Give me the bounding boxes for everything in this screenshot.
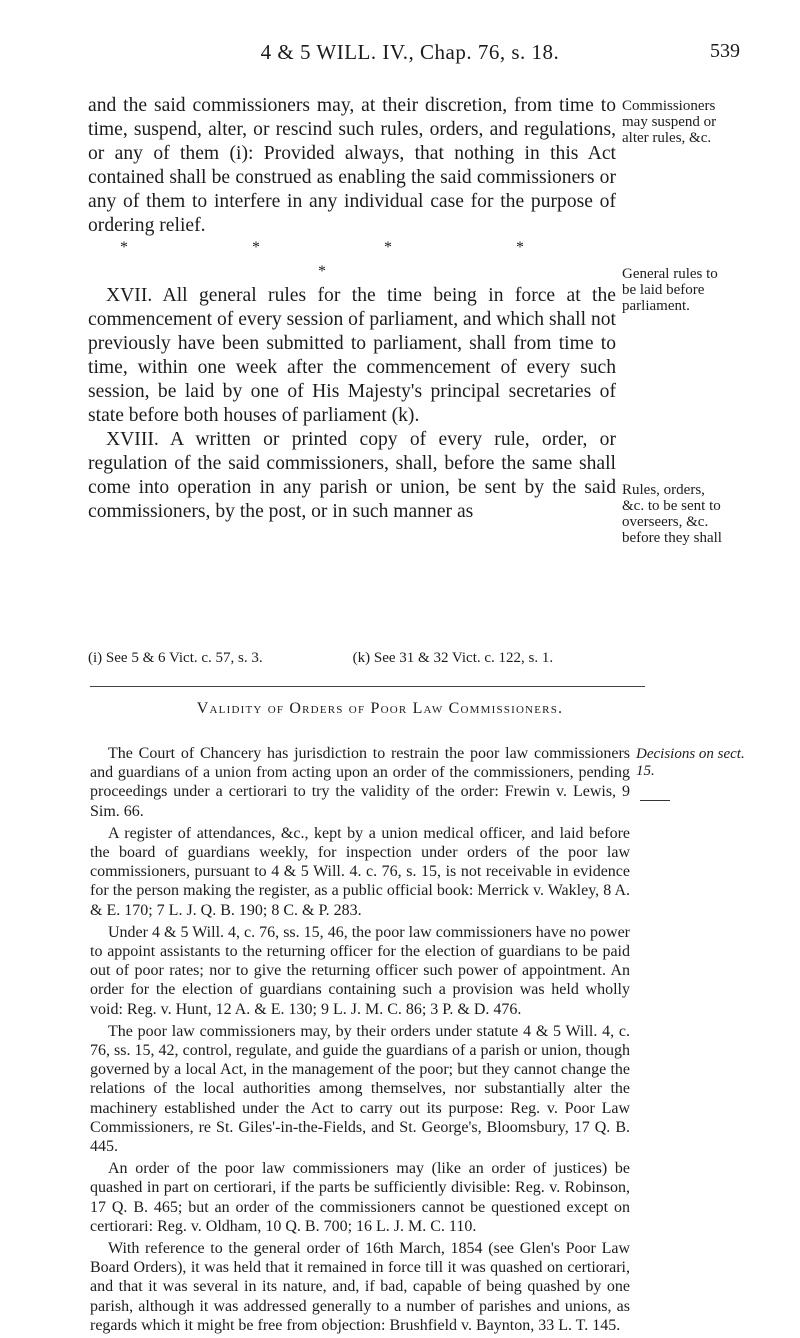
- statute-text: [88, 94, 616, 524]
- paragraph-continuation: and the said commissioners may, at their discretion, from time to time, suspend, alter, or rescind such rules, orders, and regulations, or any of them (i): Provided always, that nothing in this Act contained shall be construed as enabling the said commissioners or any of them to interfere in any individual case for the purpose of ordering relief.: [88, 95, 616, 236]
- decision-paragraph: A register of attendances, &c., kept by a union medical officer, and laid before the board of guardians weekly, for inspection under orders of the poor law commissioners, pursuant to 4 & 5 Will. 4. c. 76, s. 15, is not receivable in evidence for the person making the register, as a public official book: Merrick v. Wakley, 8 A. & E. 170; 7 L. J. Q. B. 190; 8 C. & P. 283.: [90, 824, 630, 919]
- decisions-text: [90, 744, 630, 1338]
- omission-stars: * * * * *: [120, 239, 584, 280]
- decision-paragraph: With reference to the general order of 16th March, 1854 (see Glen's Poor Law Board Orders), it was held that it remained in force till it was quashed on certiorari, and that it was several in its nature, and, if bad, capable of being quashed by one parish, although it was addressed generally to a number of parishes and unions, as regards which it might be free from objection: Brushfield v. Baynton, 33 L. T. 145.: [90, 1240, 630, 1334]
- section-title: Validity of Orders of Poor Law Commissioners.: [196, 700, 564, 717]
- decision-paragraph: The poor law commissioners may, by their orders under statute 4 & 5 Will. 4, c. 76, ss. 15, 42, control, regulate, and guide the guardians of a parish or union, though governed by a local Act, in the management of the poor; but they cannot change the relations of the local authorities among themselves, nor substantially alter the machinery established under the Act to carry out its purpose: Reg. v. Poor Law Commissioners, re St. Giles'-in-the-Fields, and St. George's, Bloomsbury, 17 Q. B. 445.: [90, 1022, 630, 1156]
- decisions-note-label: Decisions on sect. 15.: [636, 746, 745, 779]
- running-title: 4 & 5 WILL. IV., Chap. 76, s. 18.: [260, 40, 560, 64]
- margin-note-commissioners: Commissioners may suspend or alter rules, &c.: [622, 98, 717, 146]
- margin-note-general-rules: General rules to be laid before parliament.: [622, 266, 718, 314]
- decision-paragraph: Under 4 & 5 Will. 4, c. 76, ss. 15, 46, the poor law commissioners have no power to appoint assistants to the returning officer for the election of guardians to be paid out of poor rates; nor to give the returning officer such power of appointment. An order for the election of guardians containing such a provision was held wholly void: Reg. v. Hunt, 12 A. & E. 130; 9 L. J. M. C. 86; 3 P. & D. 476.: [90, 923, 630, 1018]
- margin-note-decisions: [636, 746, 746, 801]
- running-header: [80, 40, 740, 63]
- footnote-k: (k) See 31 & 32 Vict. c. 122, s. 1.: [352, 650, 554, 666]
- section-divider: [90, 686, 645, 687]
- note-dash: [640, 800, 670, 801]
- section-18: XVIII. A written or printed copy of every rule, order, or regulation of the said commissioners, shall, before the same shall come into operation in any parish or union, be sent by the said commissioners, by the post, or in such manner as: [88, 429, 616, 522]
- footnotes: [88, 650, 648, 667]
- footnote-i: (i) See 5 & 6 Vict. c. 57, s. 3.: [88, 650, 263, 666]
- decision-paragraph: The Court of Chancery has jurisdiction to restrain the poor law commissioners and guardians of a union from acting upon an order of the commissioners, pending proceedings under a certiorari to try the validity of the order: Frewin v. Lewis, 9 Sim. 66.: [90, 745, 630, 820]
- decision-paragraph: An order of the poor law commissioners may (like an order of justices) be quashed in part on certiorari, if the parts be sufficiently divisible: Reg. v. Robinson, 17 Q. B. 465; but an order of the commissioners cannot be questioned except on certiorari: Reg. v. Oldham, 10 Q. B. 700; 16 L. J. M. C. 110.: [90, 1160, 630, 1235]
- section-17: XVII. All general rules for the time being in force at the commencement of every session of parliament, and which shall not previously have been submitted to parliament, shall from time to time, within one week after the commencement of every such session, be laid by one of His Majesty's principal secretaries of state before both houses of parliament (k).: [88, 285, 616, 426]
- page-number: 539: [710, 40, 740, 62]
- margin-note-rules-orders: Rules, orders, &c. to be sent to overseers, &c. before they shall: [622, 482, 722, 546]
